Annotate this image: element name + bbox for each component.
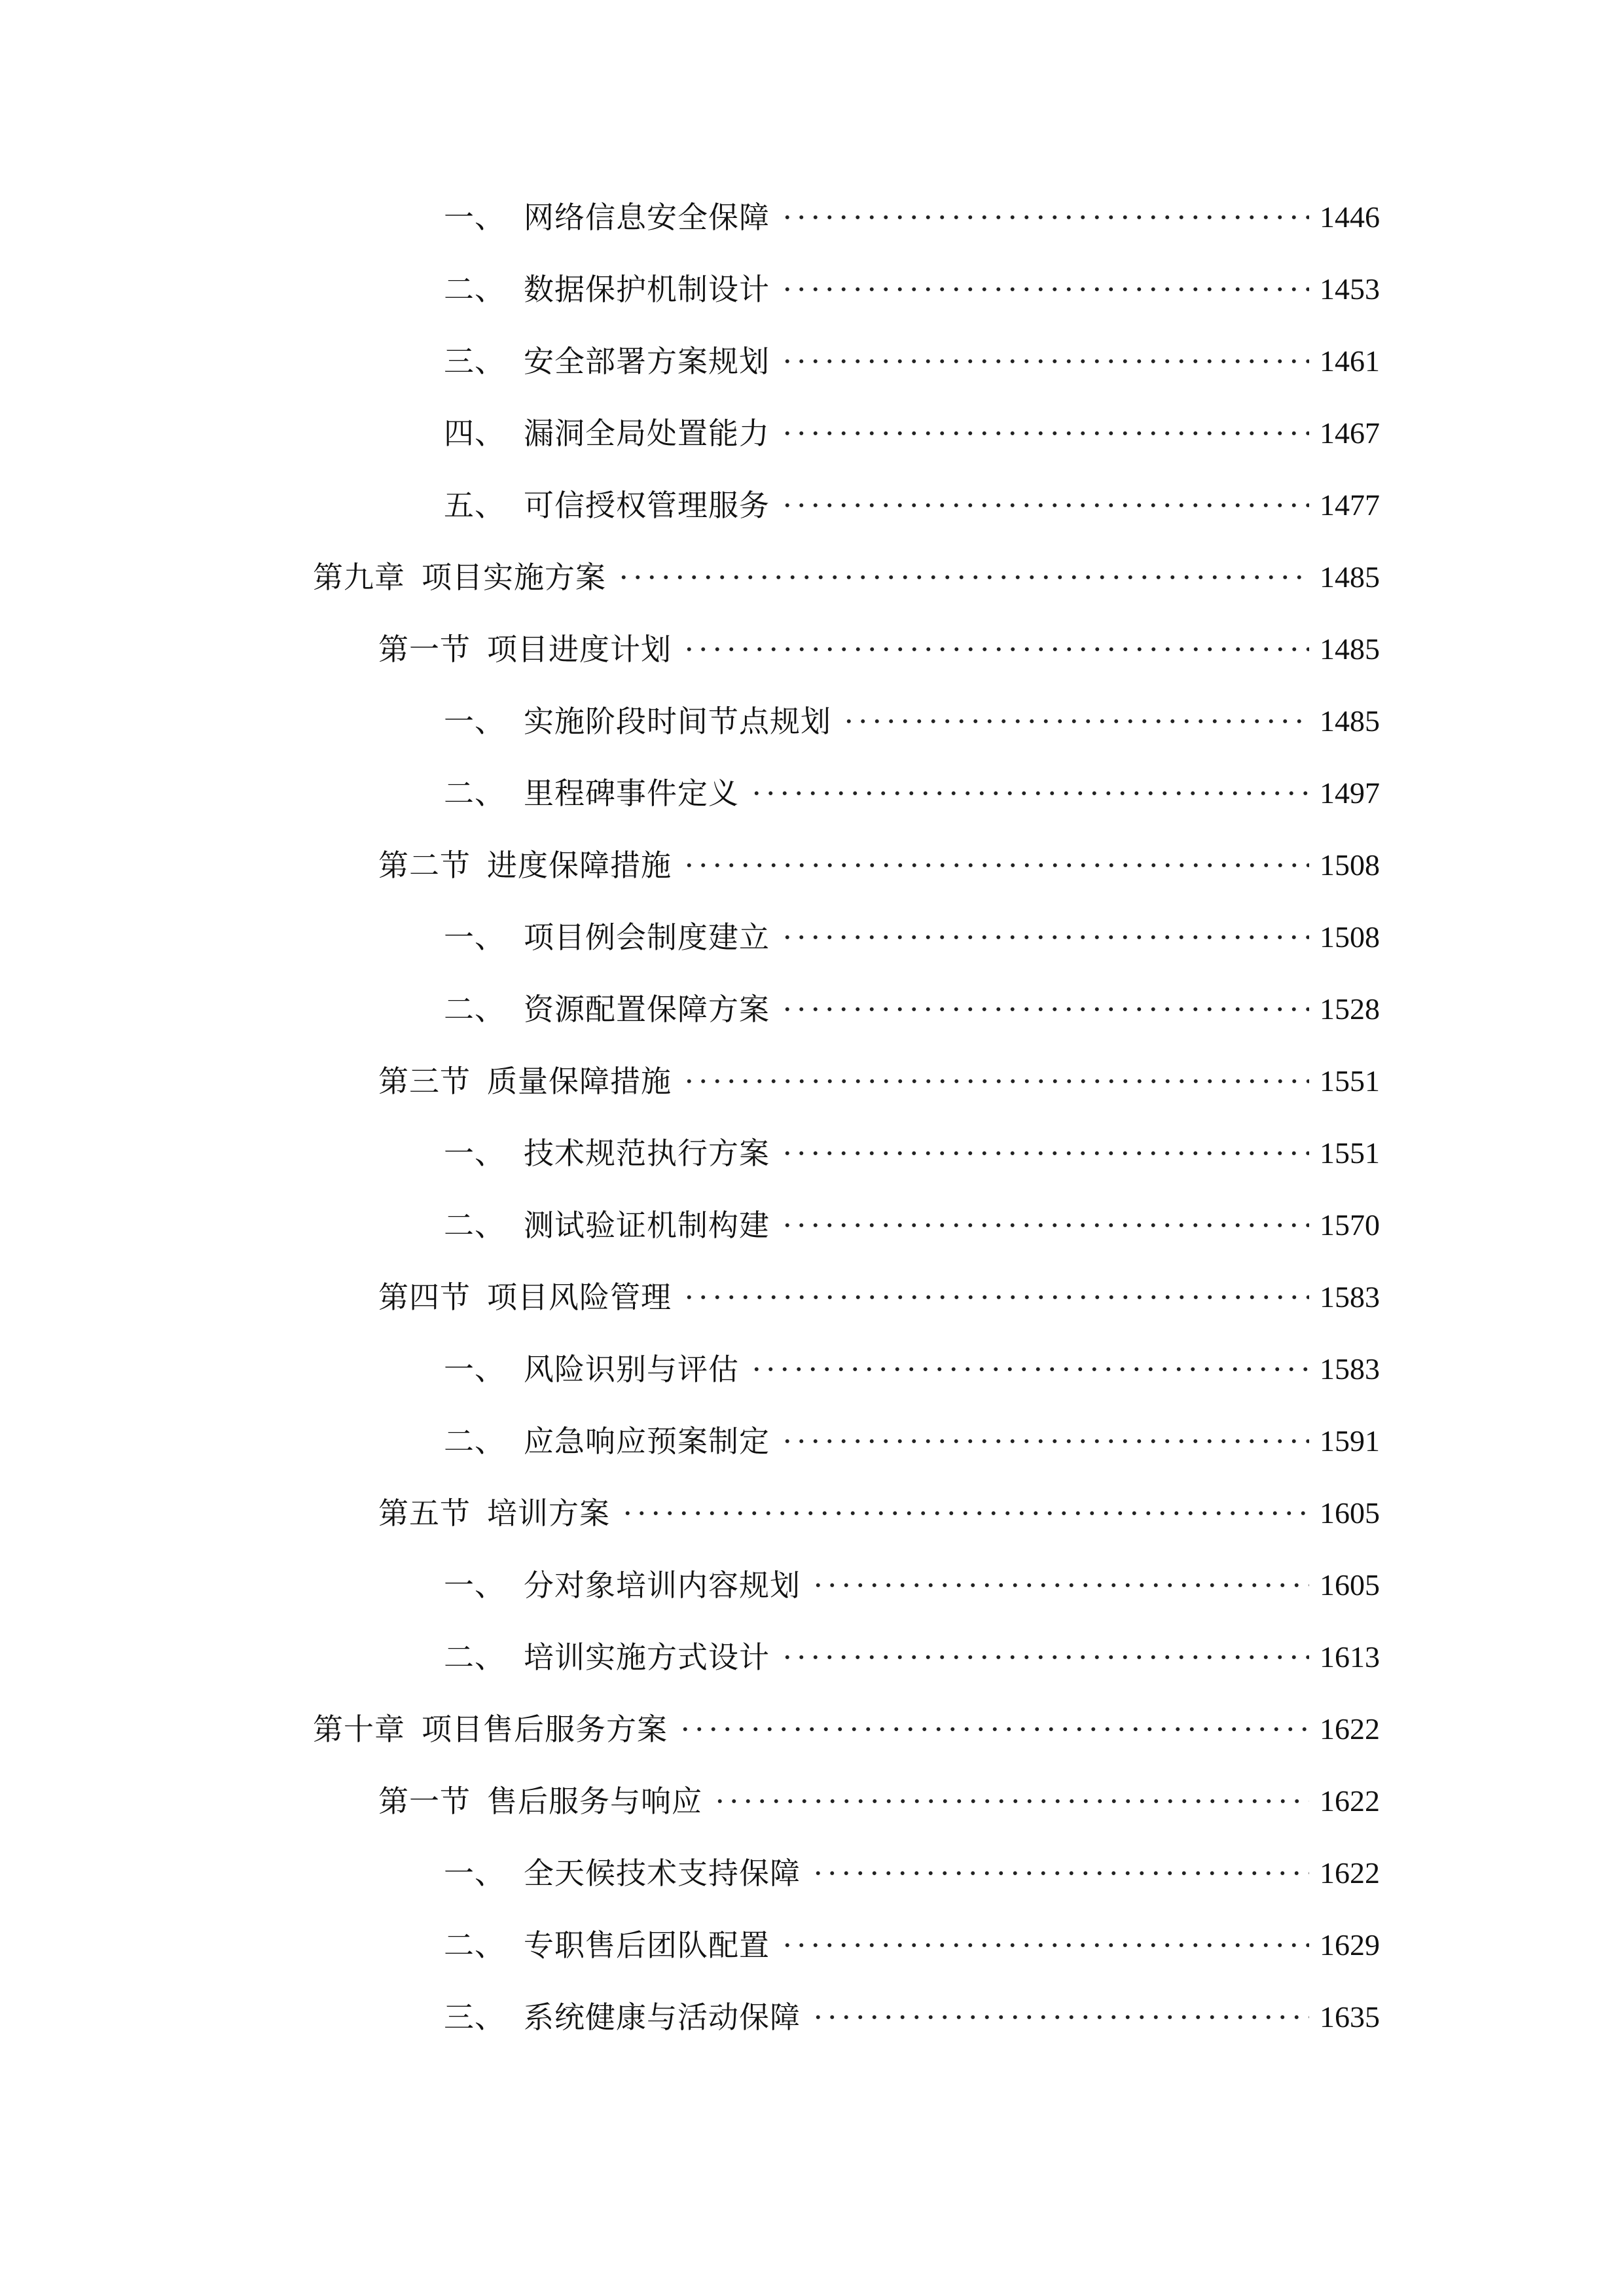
toc-entry-title: 进度保障措施 — [487, 848, 672, 883]
toc-entry-number: 第一节 — [378, 1784, 471, 1819]
toc-entry-title: 资源配置保障方案 — [524, 992, 770, 1027]
toc-entry-section[interactable] — [378, 1058, 1380, 1104]
toc-entry-item[interactable] — [444, 1202, 1380, 1248]
toc-entry-number: 三、 — [444, 344, 505, 379]
toc-entry-title: 项目实施方案 — [422, 560, 606, 595]
dot-leader — [811, 1994, 1309, 2040]
toc-entry-number: 第一节 — [378, 632, 471, 667]
toc-entry-section[interactable] — [378, 1274, 1380, 1320]
dot-leader — [617, 554, 1309, 600]
toc-entry-number: 第三节 — [378, 1064, 471, 1099]
toc-entry-page-number: 1613 — [1320, 1640, 1380, 1674]
toc-entry-title: 分对象培训内容规划 — [524, 1568, 801, 1603]
toc-entry-title: 里程碑事件定义 — [524, 776, 739, 811]
dot-leader — [682, 1058, 1309, 1104]
toc-entry-item[interactable] — [444, 482, 1380, 528]
toc-entry-page-number: 1497 — [1320, 776, 1380, 810]
toc-entry-item[interactable] — [444, 1130, 1380, 1176]
toc-entry-title: 全天候技术支持保障 — [524, 1856, 801, 1891]
toc-entry-number: 一、 — [444, 1568, 505, 1603]
dot-leader — [780, 410, 1309, 456]
toc-entry-section[interactable] — [378, 626, 1380, 672]
dot-leader — [780, 266, 1309, 312]
toc-entry-title: 风险识别与评估 — [524, 1352, 739, 1387]
toc-entry-number: 一、 — [444, 704, 505, 739]
dot-leader — [780, 194, 1309, 240]
toc-entry-page-number: 1591 — [1320, 1424, 1380, 1458]
toc-entry-title: 系统健康与活动保障 — [524, 2000, 801, 2035]
toc-entry-title: 项目进度计划 — [487, 632, 672, 667]
toc-entry-page-number: 1477 — [1320, 488, 1380, 522]
toc-entry-page-number: 1605 — [1320, 1568, 1380, 1602]
toc-entry-item[interactable] — [444, 1634, 1380, 1680]
toc-entry-page-number: 1622 — [1320, 1856, 1380, 1890]
toc-entry-number: 三、 — [444, 2000, 505, 2035]
toc-entry-number: 第五节 — [378, 1496, 471, 1531]
toc-entry-page-number: 1622 — [1320, 1712, 1380, 1746]
dot-leader — [780, 338, 1309, 384]
dot-leader — [682, 626, 1309, 672]
toc-entry-page-number: 1485 — [1320, 704, 1380, 738]
toc-entry-title: 可信授权管理服务 — [524, 488, 770, 523]
toc-entry-page-number: 1629 — [1320, 1928, 1380, 1962]
toc-entry-number: 二、 — [444, 992, 505, 1027]
toc-entry-page-number: 1551 — [1320, 1136, 1380, 1170]
toc-entry-page-number: 1570 — [1320, 1208, 1380, 1242]
dot-leader — [749, 1346, 1309, 1392]
toc-entry-number: 一、 — [444, 1136, 505, 1171]
toc-entry-title: 漏洞全局处置能力 — [524, 416, 770, 451]
toc-entry-number: 一、 — [444, 200, 505, 235]
dot-leader — [842, 698, 1309, 744]
toc-entry-title: 项目售后服务方案 — [422, 1712, 668, 1747]
toc-entry-item[interactable] — [444, 1418, 1380, 1464]
toc-entry-title: 专职售后团队配置 — [524, 1928, 770, 1963]
toc-entry-title: 网络信息安全保障 — [524, 200, 770, 235]
toc-entry-item[interactable] — [444, 1562, 1380, 1608]
dot-leader — [713, 1778, 1309, 1824]
toc-entry-item[interactable] — [444, 1346, 1380, 1392]
dot-leader — [780, 986, 1309, 1032]
toc-entry-section[interactable] — [378, 1778, 1380, 1824]
toc-entry-item[interactable] — [444, 194, 1380, 240]
toc-entry-chapter[interactable] — [313, 1706, 1380, 1752]
toc-entry-number: 二、 — [444, 776, 505, 811]
toc-entry-item[interactable] — [444, 410, 1380, 456]
toc-entry-item[interactable] — [444, 914, 1380, 960]
toc-entry-number: 五、 — [444, 488, 505, 523]
toc-entry-number: 第九章 — [313, 560, 405, 595]
toc-entry-title: 售后服务与响应 — [487, 1784, 702, 1819]
toc-entry-item[interactable] — [444, 338, 1380, 384]
toc-entry-page-number: 1485 — [1320, 632, 1380, 666]
toc-entry-item[interactable] — [444, 1994, 1380, 2040]
toc-entry-title: 安全部署方案规划 — [524, 344, 770, 379]
toc-entry-number: 二、 — [444, 1928, 505, 1963]
toc-entry-title: 质量保障措施 — [487, 1064, 672, 1099]
toc-entry-number: 一、 — [444, 1856, 505, 1891]
toc-entry-page-number: 1528 — [1320, 992, 1380, 1026]
toc-entry-page-number: 1485 — [1320, 560, 1380, 594]
toc-entry-number: 第十章 — [313, 1712, 405, 1747]
dot-leader — [621, 1490, 1309, 1536]
dot-leader — [780, 1202, 1309, 1248]
toc-entry-page-number: 1583 — [1320, 1352, 1380, 1386]
toc-entry-page-number: 1508 — [1320, 848, 1380, 882]
toc-entry-page-number: 1508 — [1320, 920, 1380, 954]
toc-entry-number: 一、 — [444, 920, 505, 955]
toc-entry-title: 实施阶段时间节点规划 — [524, 704, 831, 739]
dot-leader — [780, 914, 1309, 960]
toc-entry-number: 第二节 — [378, 848, 471, 883]
dot-leader — [682, 1274, 1309, 1320]
toc-entry-item[interactable] — [444, 770, 1380, 816]
dot-leader — [749, 770, 1309, 816]
toc-entry-number: 四、 — [444, 416, 505, 451]
toc-entry-page-number: 1622 — [1320, 1784, 1380, 1818]
toc-entry-page-number: 1446 — [1320, 200, 1380, 234]
toc-entry-page-number: 1551 — [1320, 1064, 1380, 1098]
toc-entry-number: 一、 — [444, 1352, 505, 1387]
toc-entry-page-number: 1605 — [1320, 1496, 1380, 1530]
toc-entry-title: 数据保护机制设计 — [524, 272, 770, 307]
toc-entry-page-number: 1635 — [1320, 2000, 1380, 2034]
toc-entry-section[interactable] — [378, 842, 1380, 888]
toc-entry-number: 二、 — [444, 1640, 505, 1675]
toc-entry-title: 培训实施方式设计 — [524, 1640, 770, 1675]
dot-leader — [780, 1634, 1309, 1680]
toc-entry-page-number: 1453 — [1320, 272, 1380, 306]
toc-entry-item[interactable] — [444, 266, 1380, 312]
toc-entry-title: 项目例会制度建立 — [524, 920, 770, 955]
dot-leader — [811, 1562, 1309, 1608]
toc-entry-page-number: 1461 — [1320, 344, 1380, 378]
toc-entry-chapter[interactable] — [313, 554, 1380, 600]
toc-entry-number: 二、 — [444, 1424, 505, 1459]
toc-entry-page-number: 1583 — [1320, 1280, 1380, 1314]
toc-entry-title: 培训方案 — [487, 1496, 610, 1531]
toc-entry-item[interactable] — [444, 698, 1380, 744]
toc-entry-number: 二、 — [444, 1208, 505, 1243]
toc-entry-number: 二、 — [444, 272, 505, 307]
dot-leader — [780, 1922, 1309, 1968]
toc-entry-title: 技术规范执行方案 — [524, 1136, 770, 1171]
dot-leader — [780, 1418, 1309, 1464]
dot-leader — [780, 1130, 1309, 1176]
toc-entry-section[interactable] — [378, 1490, 1380, 1536]
toc-entry-title: 项目风险管理 — [487, 1280, 672, 1315]
toc-entry-page-number: 1467 — [1320, 416, 1380, 450]
toc-entry-item[interactable] — [444, 986, 1380, 1032]
dot-leader — [682, 842, 1309, 888]
dot-leader — [678, 1706, 1309, 1752]
dot-leader — [780, 482, 1309, 528]
dot-leader — [811, 1850, 1309, 1896]
toc-entry-number: 第四节 — [378, 1280, 471, 1315]
toc-entry-item[interactable] — [444, 1850, 1380, 1896]
toc-entry-item[interactable] — [444, 1922, 1380, 1968]
toc-entry-title: 测试验证机制构建 — [524, 1208, 770, 1243]
toc-entry-title: 应急响应预案制定 — [524, 1424, 770, 1459]
